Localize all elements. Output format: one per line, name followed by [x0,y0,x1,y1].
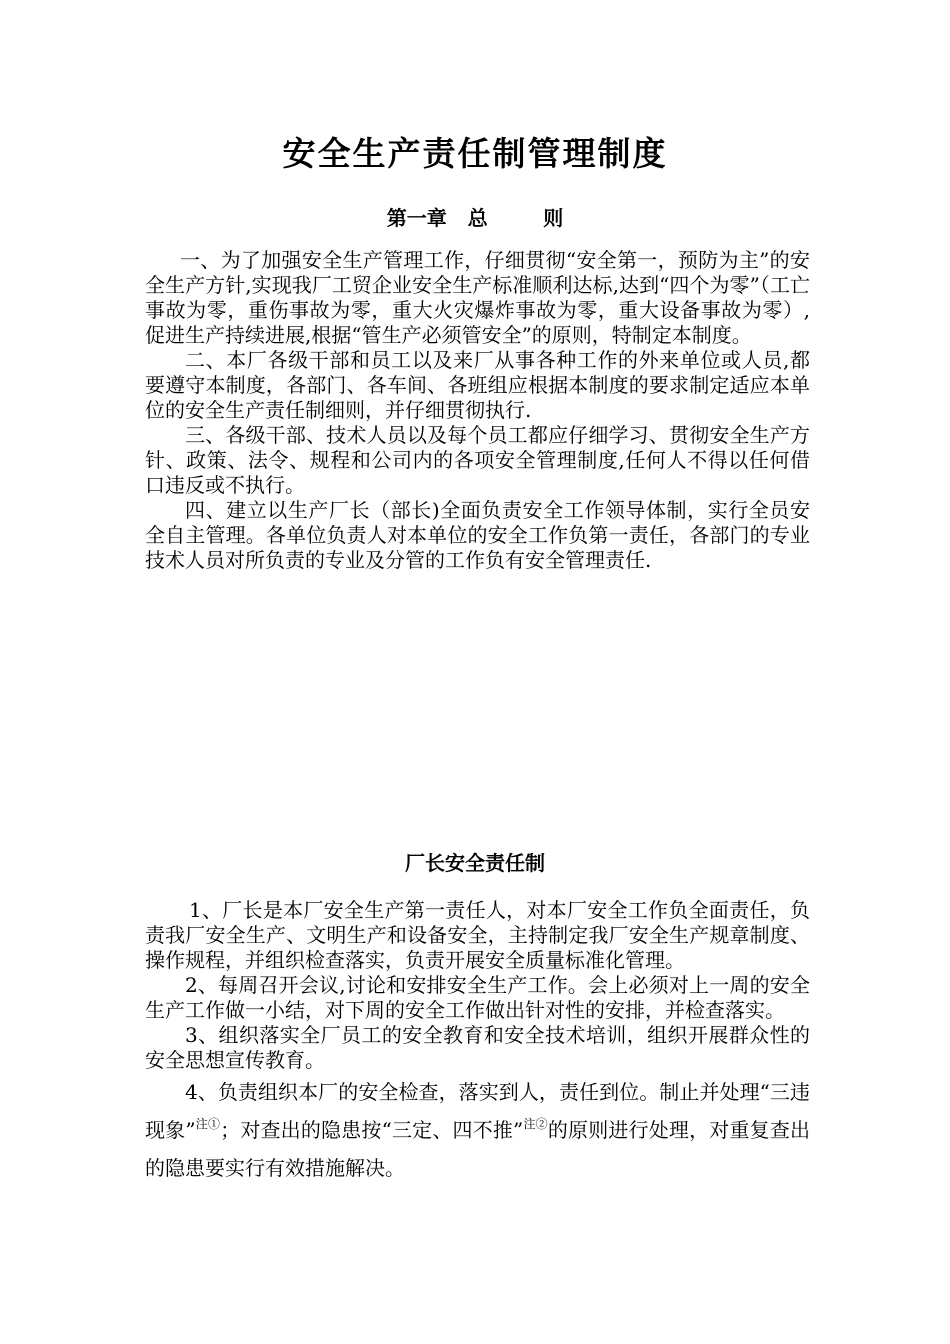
paragraph: 四、建立以生产厂长（部长)全面负责安全工作领导体制，实行全员安全自主管理。各单位负责人对本单位的安全工作负第一责任，各部门的专业技术人员对所负责的专业及分管的工作负有安全管理责任. [145,498,810,572]
paragraph: 二、本厂各级干部和员工以及来厂从事各种工作的外来单位或人员,都要遵守本制度，各部门、各车间、各班组应根据本制度的要求制定适应本单位的安全生产责任制细则，并仔细贯彻执行. [145,348,810,422]
section-heading: 厂长安全责任制 [405,851,545,875]
paragraph-text: 4、负责组织本厂的安全检查，落实到人，责任到位。制止并处理“三违现象” [145,1080,810,1142]
paragraph: 2、每周召开会议,讨论和安排安全生产工作。会上必须对上一周的安全生产工作做一小结，对下周的安全工作做出针对性的安排，并检查落实。 [145,973,810,1022]
paragraph: 三、各级干部、技术人员以及每个员工都应仔细学习、贯彻安全生产方针、政策、法令、规程和公司内的各项安全管理制度,任何人不得以任何借口违反或不执行。 [145,423,810,497]
paragraph-text: 的原则进行处理，对重复查出的隐患要实行有效措施解决。 [145,1118,810,1180]
paragraph: 3、组织落实全厂员工的安全教育和安全技术培训，组织开展群众性的安全思想宣传教育。 [145,1023,810,1072]
paragraph: 一、为了加强安全生产管理工作，仔细贯彻“安全第一，预防为主”的安全生产方针,实现我厂工贸企业安全生产标准顺利达标,达到“四个为零”（工亡事故为零，重伤事故为零，重大火灾爆炸事故为零，重大设备事故为零）,促进生产持续进展,根据“管生产必须管安全”的原则，特制定本制度。 [145,248,810,347]
paragraph-item-4 [145,1073,810,1187]
paragraph: 1、厂长是本厂安全生产第一责任人，对本厂安全工作负全面责任，负责我厂安全生产、文明生产和设备安全，主持制定我厂安全生产规章制度、操作规程，并组织检查落实，负责开展安全质量标准化管理。 [145,898,810,972]
section-body [145,898,810,1187]
document-title: 安全生产责任制管理制度 [282,134,668,173]
paragraph-text: ；对查出的隐患按“三定、四不推” [220,1118,524,1142]
footnote-marker: 注① [195,1117,221,1131]
chapter-heading: 第一章 总 则 [386,206,564,230]
footnote-marker: 注② [523,1117,548,1131]
chapter-body [145,248,810,573]
